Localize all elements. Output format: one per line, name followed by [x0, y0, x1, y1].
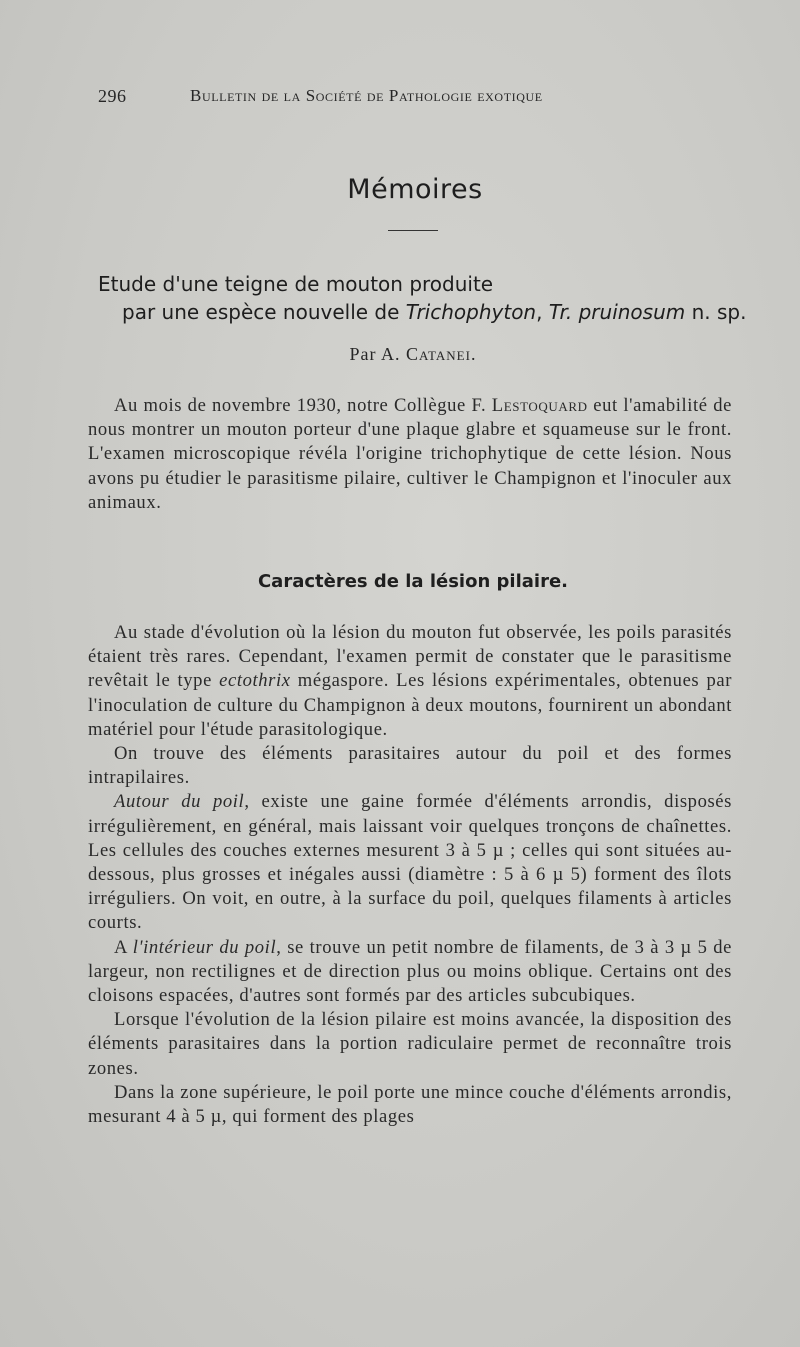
paragraph-6: Dans la zone supérieure, le poil porte une mince couche d'éléments arrondis, mesurant 4 à 5 µ, qui forment des plages: [88, 1081, 732, 1128]
title-genus: Trichophyton: [405, 300, 537, 324]
article-title: [98, 270, 758, 326]
p3-italic: Autour du poil: [114, 791, 245, 813]
author-name: Catanei.: [406, 344, 477, 364]
p1-text-b: mégaspore. Les lésions expérimentales, obtenues par l'inoculation de culture du Champignon à deux moutons, fournirent un abondant matériel pour l'étude parasitologique.: [88, 670, 732, 740]
p4-italic: l'intérieur du poil: [132, 936, 277, 958]
subsection-title: Caractères de la lésion pilaire.: [257, 571, 569, 592]
colleague-name: Lestoquard: [491, 395, 588, 416]
p4-text-b: , se trouve un petit nombre de filaments, de 3 à 3 µ 5 de largeur, non rectilignes et de direction plus ou moins oblique. Certains ont des cloisons espacées, d'autres sont formés par des articles subcubiques.: [88, 936, 733, 1007]
paragraph-3: [88, 790, 732, 935]
paragraph-4: [88, 936, 732, 1009]
title-suffix: n. sp.: [685, 300, 747, 324]
author-prefix: Par A.: [349, 344, 407, 364]
title-prefix: par une espèce nouvelle de: [122, 300, 406, 324]
paragraph-1: [88, 621, 732, 742]
title-sep: ,: [536, 300, 549, 324]
main-text: [88, 621, 732, 1129]
p1-italic: ectothrix: [219, 670, 291, 692]
section-title: Mémoires: [347, 174, 483, 205]
journal-title: Bulletin de la Société de Pathologie exotique: [190, 86, 543, 105]
intro-text-b: eut l'amabilité de nous montrer un mouton porteur d'une plaque glabre et squameuse sur le front. L'examen microscopique révéla l'origine trichophytique de cette lésion. Nous avons pu étudier le parasitisme pilaire, cultiver le Champignon et l'inoculer aux animaux.: [88, 395, 732, 513]
article-title-line2: [98, 298, 758, 326]
page-number: 296: [98, 86, 127, 106]
p1-text-a: Au stade d'évolution où la lésion du mouton fut observée, les poils parasités étaient très rares. Cependant, l'examen permit de constater que le parasitisme revêtait le type: [88, 622, 732, 692]
paragraph-2: On trouve des éléments parasitaires autour du poil et des formes intrapilaires.: [88, 743, 732, 789]
section-divider: [388, 230, 438, 231]
intro-text-a: Au mois de novembre 1930, notre Collègue F.: [114, 395, 492, 416]
intro-paragraph: [88, 394, 732, 515]
intro-text: [88, 394, 732, 515]
p3-text-b: , existe une gaine formée d'éléments arrondis, disposés irrégulièrement, en général, mais laissant voir quelques tronçons de chaînettes. Les cellules des couches externes mesurent 3 à 5 µ ; celles qui sont situées au-dessous, plus grosses et inégales aussi (diamètre : 5 à 6 µ 5) forment des îlots irréguliers. On voit, en outre, à la surface du poil, quelques filaments à articles courts.: [88, 791, 732, 934]
title-species: Tr. pruinosum: [548, 300, 686, 324]
p4-text-a: A: [114, 936, 133, 958]
paragraph-5: Lorsque l'évolution de la lésion pilaire est moins avancée, la disposition des éléments parasitaires dans la portion radiculaire permet de reconnaître trois zones.: [88, 1009, 732, 1079]
article-author: [0, 344, 800, 365]
article-title-line1: Etude d'une teigne de mouton produite: [98, 272, 494, 296]
